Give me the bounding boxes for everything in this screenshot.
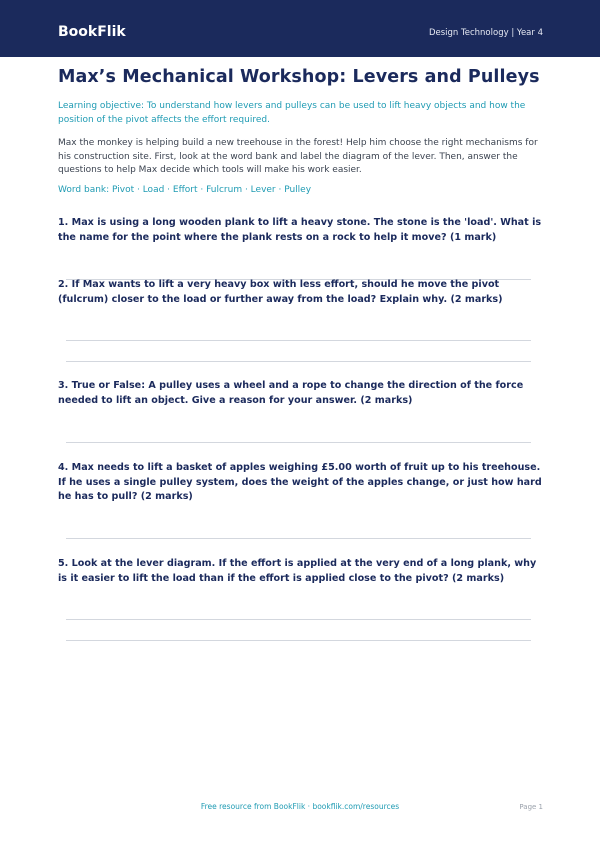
footer-source: Free resource from BookFlik · bookflik.com/resources xyxy=(200,802,400,811)
question-3: 3. True or False: A pulley uses a wheel and a rope to change the direction of the force needed to lift an object. Give a reason for your answer. (2 marks) xyxy=(58,380,524,406)
page-number: Page 1 xyxy=(519,803,543,811)
word-bank: Word bank: Pivot · Load · Effort · Fulcrum · Lever · Pulley xyxy=(58,185,312,195)
question-4: 4. Max needs to lift a basket of apples weighing £5.00 worth of fruit up to his treehouse. If he uses a single pulley system, does the weight of the apples change, or just how hard he has to pull? (2 marks) xyxy=(58,462,542,502)
answer-line xyxy=(66,340,531,341)
question-5: 5. Look at the lever diagram. If the effort is applied at the very end of a long plank, why is it easier to lift the load than if the effort is applied close to the pivot? (2 marks) xyxy=(58,558,537,584)
answer-line xyxy=(66,361,531,362)
answer-line xyxy=(66,640,531,641)
answer-line xyxy=(66,619,531,620)
subject-label: Design Technology | Year 4 xyxy=(428,28,543,38)
brand-logo: BookFlik xyxy=(58,24,126,40)
question-1: 1. Max is using a long wooden plank to lift a heavy stone. The stone is the 'load'. What is the name for the point where the plank rests on a rock to help it move? (1 mark) xyxy=(58,217,542,243)
learning-objective: Learning objective: To understand how levers and pulleys can be used to lift heavy objects and how the position of the pivot affects the effort required. xyxy=(58,101,526,125)
intro-paragraph: Max the monkey is helping build a new treehouse in the forest! Help him choose the right mechanisms for his construction site. First, look at the word bank and label the diagram of the lever. Then, answer the questions to help Max decide which tools will make his work easier. xyxy=(58,138,538,175)
answer-line xyxy=(66,538,531,539)
page-title: Max’s Mechanical Workshop: Levers and Pulleys xyxy=(58,67,540,87)
header-bar xyxy=(0,0,600,57)
question-2: 2. If Max wants to lift a very heavy box with less effort, should he move the pivot (fulcrum) closer to the load or further away from the load? Explain why. (2 marks) xyxy=(58,279,503,305)
answer-line xyxy=(66,442,531,443)
